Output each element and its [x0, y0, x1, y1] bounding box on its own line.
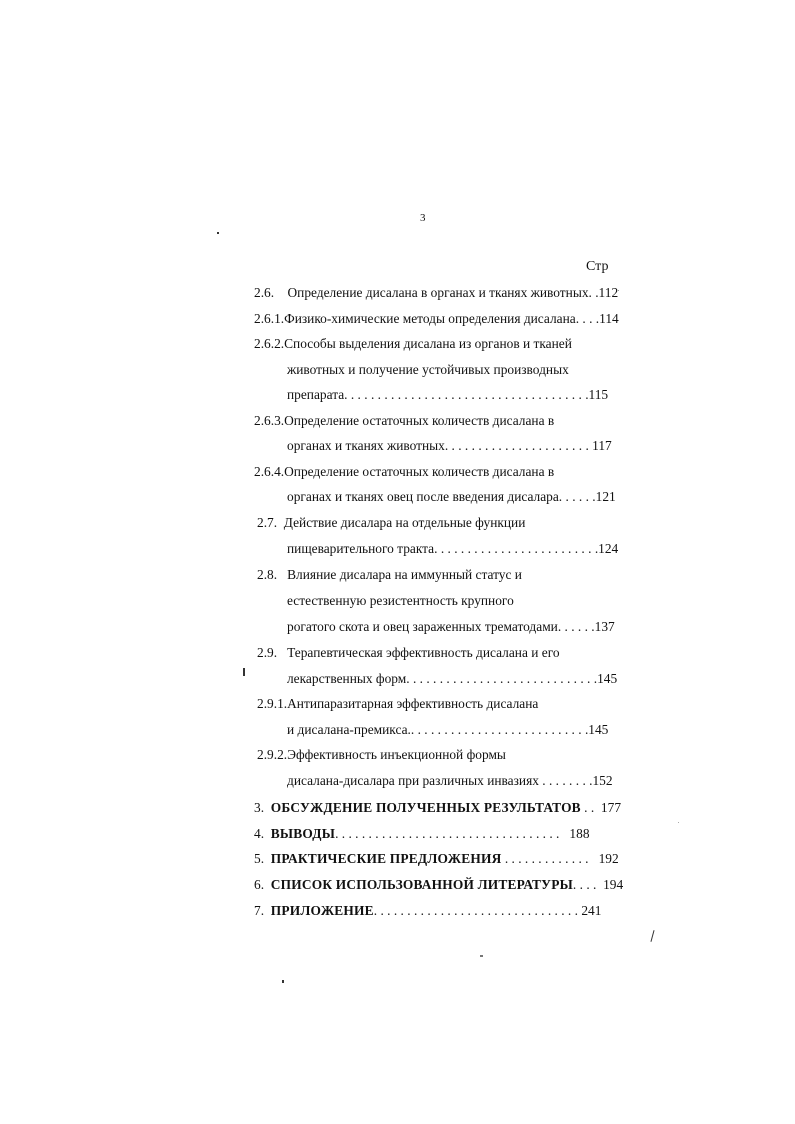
- chapter-page: 177: [600, 800, 622, 815]
- toc-entry-2-6-4: 2.6.4.Определение остаточных количеств дисалана в: [254, 464, 555, 479]
- toc-entry-2-6-1: 2.6.1.Физико-химические методы определения дисалана. . . .114: [254, 311, 619, 326]
- toc-entry-2-9-2-end: дисалана-дисалара при различных инвазиях . . . . . . . .152: [287, 773, 613, 788]
- scan-speck: [678, 822, 679, 823]
- scan-speck: [243, 668, 245, 676]
- toc-entry-2-6-3: 2.6.3.Определение остаточных количеств дисалана в: [254, 413, 555, 428]
- chapter-leader: . . . .: [572, 877, 597, 892]
- scan-speck: [217, 232, 219, 234]
- toc-entry-2-6-2: 2.6.2.Способы выделения дисалана из органов и тканей: [254, 336, 572, 351]
- page-column-header: Стр: [586, 259, 609, 274]
- toc-entry-2-9: 2.9. Терапевтическая эффективность дисалана и его: [257, 645, 560, 660]
- page-number: 3: [420, 212, 426, 224]
- toc-entry-2-8-end: рогатого скота и овец зараженных трематодами. . . . . .137: [287, 619, 615, 634]
- toc-entry-2-6: 2.6. Определение дисалана в органах и тканях животных. .112: [254, 285, 619, 300]
- chapter-title: СПИСОК ИСПОЛЬЗОВАННОЙ ЛИТЕРАТУРЫ: [270, 877, 573, 892]
- chapter-number: 6.: [254, 877, 265, 892]
- chapter-title: ОБСУЖДЕНИЕ ПОЛУЧЕННЫХ РЕЗУЛЬТАТОВ: [270, 800, 581, 815]
- chapter-number: 4.: [254, 826, 265, 841]
- toc-chapter-7: [254, 902, 601, 920]
- toc-chapter-4: [254, 825, 590, 843]
- chapter-page: 192: [598, 851, 619, 866]
- chapter-title: ВЫВОДЫ: [270, 826, 336, 841]
- chapter-title: ПРИЛОЖЕНИЕ: [270, 903, 374, 918]
- scan-speck: [480, 955, 483, 957]
- chapter-page: 241: [581, 903, 602, 918]
- scan-speck: [282, 980, 284, 983]
- toc-chapter-5: [254, 850, 619, 868]
- toc-entry-2-9-1-end: и дисалана-премикса.. . . . . . . . . . . . . . . . . . . . . . . . . . .145: [287, 722, 609, 737]
- toc-entry-2-9-end: лекарственных форм. . . . . . . . . . . . . . . . . . . . . . . . . . . . .145: [287, 671, 618, 686]
- chapter-leader: . .: [580, 800, 595, 815]
- toc-entry-2-7-end: пищеварительного тракта. . . . . . . . . . . . . . . . . . . . . . . . .124: [287, 541, 619, 556]
- chapter-number: 5.: [254, 851, 265, 866]
- chapter-number: 3.: [254, 800, 265, 815]
- toc-entry-2-6-3-end: органах и тканях животных. . . . . . . . . . . . . . . . . . . . . . 117: [287, 438, 612, 453]
- scan-speck: [650, 930, 654, 942]
- toc-entry-2-8: 2.8. Влияние дисалара на иммунный статус и: [257, 567, 522, 582]
- toc-chapter-3: [254, 799, 621, 817]
- toc-entry-2-7: 2.7. Действие дисалара на отдельные функции: [257, 515, 526, 530]
- chapter-leader: . . . . . . . . . . . . . . . . . . . . . . . . . . . . . . .: [373, 903, 578, 918]
- toc-chapter-6: [254, 876, 623, 894]
- chapter-title: ПРАКТИЧЕСКИЕ ПРЕДЛОЖЕНИЯ: [270, 851, 502, 866]
- toc-entry-2-9-2: 2.9.2.Эффективность инъекционной формы: [257, 747, 506, 762]
- chapter-leader: . . . . . . . . . . . . . . . . . . . . . . . . . . . . . . . . . .: [335, 826, 560, 841]
- toc-entry-2-9-1: 2.9.1.Антипаразитарная эффективность дисалана: [257, 696, 539, 711]
- scan-speck: [618, 290, 619, 291]
- chapter-page: 194: [603, 877, 624, 892]
- toc-entry-2-6-4-end: органах и тканях овец после введения дисалара. . . . . .121: [287, 489, 616, 504]
- toc-entry-2-6-2-end: препарата. . . . . . . . . . . . . . . . . . . . . . . . . . . . . . . . . . . . .115: [287, 387, 609, 402]
- toc-entry-2-6-2-cont: животных и получение устойчивых производных: [287, 362, 569, 377]
- chapter-number: 7.: [254, 903, 265, 918]
- chapter-leader: . . . . . . . . . . . . .: [501, 851, 589, 866]
- toc-entry-2-8-cont: естественную резистентность крупного: [287, 593, 514, 608]
- chapter-page: 188: [569, 826, 590, 841]
